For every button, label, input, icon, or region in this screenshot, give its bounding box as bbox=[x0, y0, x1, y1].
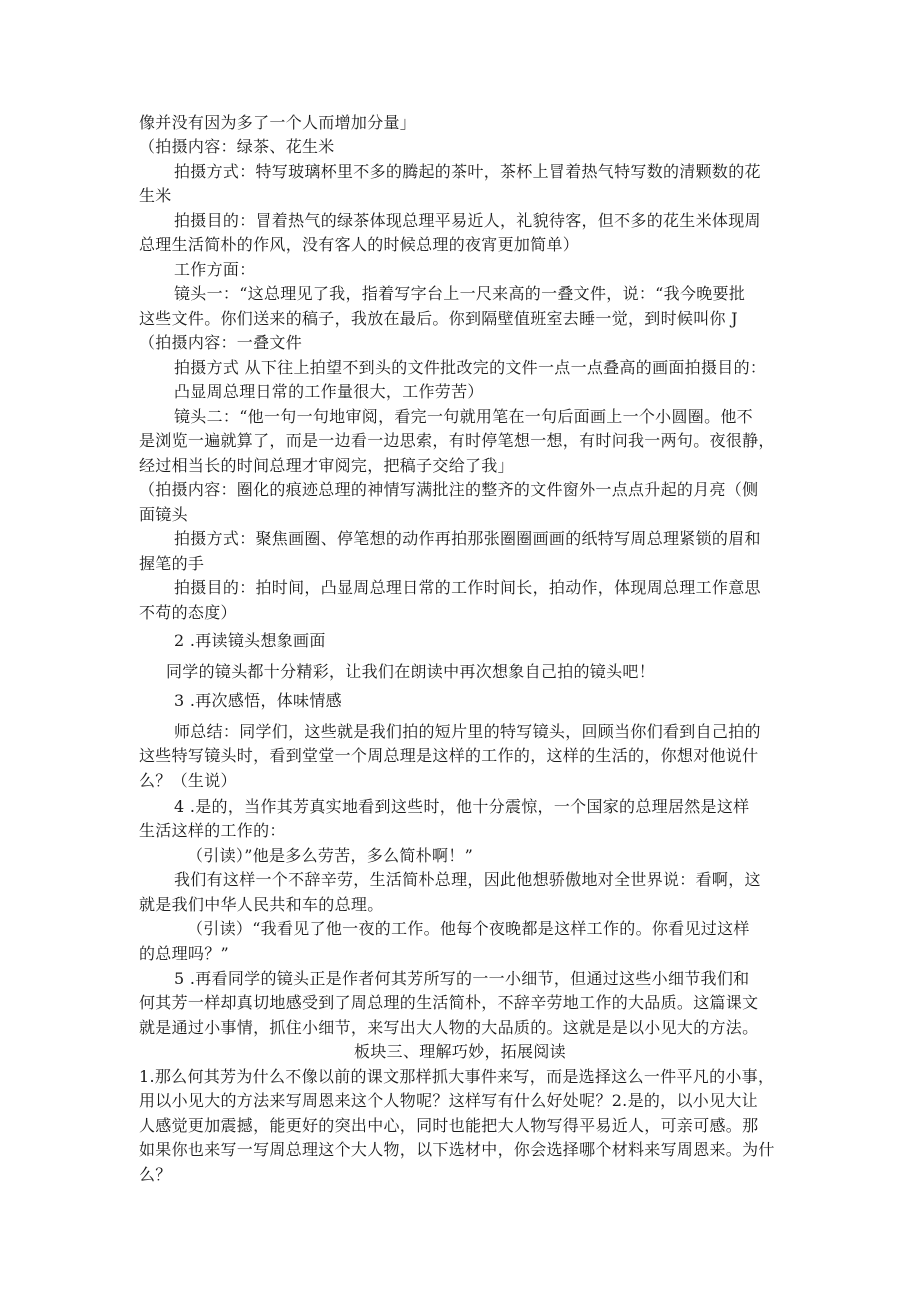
text-line: （引读）”他是多么劳苦，多么简朴啊！” bbox=[187, 846, 474, 865]
text-line: 凸显周总理日常的工作量很大，工作劳苦） bbox=[174, 382, 484, 401]
text-line: 用以小见大的方法来写周恩来这个人物呢？这样写有什么好处呢？2.是的，以小见大让 bbox=[139, 1091, 758, 1110]
text-line: 5 .再看同学的镜头正是作者何其芳所写的一一小细节，但通过这些小细节我们和 bbox=[174, 969, 750, 988]
text-line: 面镜头 bbox=[139, 505, 188, 524]
text-line: 不苟的态度） bbox=[139, 603, 237, 622]
text-line: （拍摄内容：一叠文件 bbox=[139, 333, 303, 352]
text-line: 生米 bbox=[139, 186, 172, 205]
text-line: 这些文件。你们送来的稿子，我放在最后。你到隔壁值班室去睡一觉，到时候叫你 J bbox=[139, 309, 738, 328]
text-line: 拍摄方式：特写玻璃杯里不多的腾起的茶叶，茶杯上冒着热气特写数的清颗数的花 bbox=[174, 162, 761, 181]
text-line: 师总结：同学们，这些就是我们拍的短片里的特写镜头，回顾当你们看到自己拍的 bbox=[174, 722, 761, 741]
text-line: 镜头一：“这总理见了我，指着写字台上一尺来高的一叠文件，说：“我今晚要批 bbox=[174, 284, 746, 303]
section-title: 板块三、理解巧妙，拓展阅读 bbox=[354, 1042, 566, 1061]
text-line: 握笔的手 bbox=[139, 554, 205, 573]
text-line: 就是通过小事情，抓住小细节，来写出大人物的大品质的。这就是是以小见大的方法。 bbox=[139, 1018, 759, 1037]
text-line: 么？（生说） bbox=[139, 771, 237, 790]
text-line: 如果你也来写一写周总理这个大人物，以下选材中，你会选择哪个材料来写周恩来。为什 bbox=[139, 1140, 775, 1159]
text-line: 拍摄目的：冒着热气的绿茶体现总理平易近人，礼貌待客，但不多的花生米体现周 bbox=[174, 211, 761, 230]
text-line: 就是我们中华人民共和车的总理。 bbox=[139, 895, 384, 914]
text-line: 4 .是的，当作其芳真实地看到这些时，他十分震惊，一个国家的总理居然是这样 bbox=[174, 797, 750, 816]
section-heading: 3 .再次感悟，体味情感 bbox=[174, 691, 342, 710]
text-line: 总理生活简朴的作风，没有客人的时候总理的夜宵更加简单） bbox=[139, 235, 580, 254]
text-line: 何其芳一样却真切地感受到了周总理的生活简朴，不辞辛劳地工作的大品质。这篇课文 bbox=[139, 993, 759, 1012]
text-line: 经过相当长的时间总理才审阅完，把稿子交给了我」 bbox=[139, 456, 514, 475]
text-line: 我们有这样一个不辞辛劳，生活简朴总理，因此他想骄傲地对全世界说：看啊，这 bbox=[174, 870, 761, 889]
text-line: （引读）“我看见了他一夜的工作。他每个夜晚都是这样工作的。你看见过这样 bbox=[187, 919, 750, 938]
text-line: 是浏览一遍就算了，而是一边看一边思索，有时停笔想一想，有时问我一两句。夜很静， bbox=[139, 431, 775, 450]
text-line: 这些特写镜头时，看到堂堂一个周总理是这样的工作的，这样的生活的，你想对他说什 bbox=[139, 746, 759, 765]
text-line: 人感觉更加震撼，能更好的突出中心，同时也能把大人物写得平易近人，可亲可感。那 bbox=[139, 1116, 759, 1135]
text-line: 像并没有因为多了一个人而增加分量」 bbox=[139, 113, 417, 132]
text-line: 拍摄方式：聚焦画圈、停笔想的动作再拍那张圈圈画画的纸特写周总理紧锁的眉和 bbox=[174, 529, 761, 548]
section-heading: 2 .再读镜头想象画面 bbox=[174, 631, 326, 650]
text-line: （拍摄内容：绿茶、花生米 bbox=[139, 137, 335, 156]
text-line: 1.那么何其芳为什么不像以前的课文那样抓大事件来写，而是选择这么一件平凡的小事， bbox=[139, 1067, 775, 1086]
text-line: 同学的镜头都十分精彩，让我们在朗读中再次想象自己拍的镜头吧！ bbox=[166, 662, 656, 681]
text-line: 么？ bbox=[139, 1165, 172, 1184]
text-line: 拍摄目的：拍时间，凸显周总理日常的工作时间长，拍动作，体现周总理工作意思 bbox=[174, 578, 761, 597]
text-line: 工作方面： bbox=[174, 260, 256, 279]
text-line: 的总理吗？” bbox=[139, 944, 229, 963]
text-line: 镜头二：“他一句一句地审阅，看完一句就用笔在一句后面画上一个小圆圈。他不 bbox=[174, 407, 753, 426]
text-line: 生活这样的工作的： bbox=[139, 821, 286, 840]
text-line: 拍摄方式 从下往上拍望不到头的文件批改完的文件一点一点叠高的画面拍摄目的： bbox=[174, 358, 767, 377]
text-line: （拍摄内容：圈化的痕迹总理的神情写满批注的整齐的文件窗外一点点升起的月亮（侧 bbox=[139, 480, 759, 499]
